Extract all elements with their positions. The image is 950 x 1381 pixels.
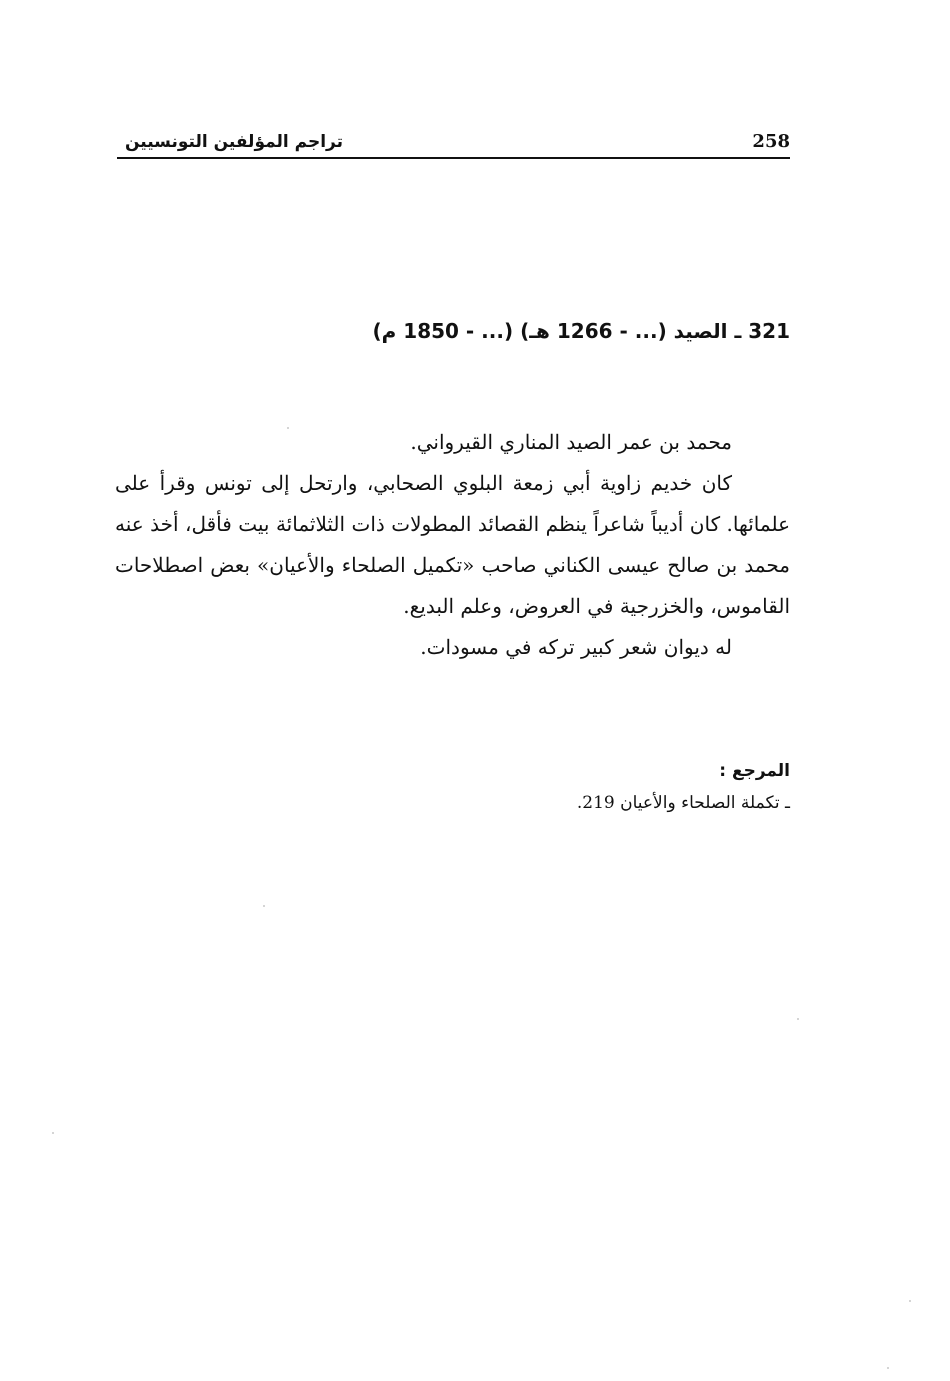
scan-speck (52, 1132, 54, 1134)
page-number: 258 (752, 131, 790, 152)
header-rule (117, 157, 790, 159)
running-header (117, 128, 790, 158)
entry-heading: 321 ـ الصيد (... - 1266 هـ) (... - 1850 م) (372, 319, 790, 343)
scan-speck (797, 1018, 799, 1020)
scan-speck (287, 427, 289, 429)
running-header-title: تراجم المؤلفين التونسيين (125, 132, 343, 152)
entry-biography: كان خديم زاوية أبي زمعة البلوي الصحابي، وارتحل إلى تونس وقرأ على علمائها. كان أديباً شاعراً ينظم القصائد المطولات ذات الثلاثمائة بيت فأقل، أخذ عنه محمد بن صالح عيسى الكناني صاحب «تكميل الصلحاء والأعيان» بعض اصطلاحات القاموس، والخزرجية في العروض، وعلم البديع. (115, 471, 790, 618)
scan-speck (887, 1367, 889, 1369)
reference-item: ـ تكملة الصلحاء والأعيان 219. (576, 793, 790, 813)
entry-body (115, 422, 790, 668)
scan-speck (263, 905, 265, 907)
scan-speck (909, 1300, 911, 1302)
references-section (115, 755, 790, 819)
entry-name-line: محمد بن عمر الصيد المناري القيرواني. (410, 430, 732, 454)
entry-diwan: له ديوان شعر كبير تركه في مسودات. (420, 635, 732, 659)
references-label: المرجع : (719, 761, 790, 781)
